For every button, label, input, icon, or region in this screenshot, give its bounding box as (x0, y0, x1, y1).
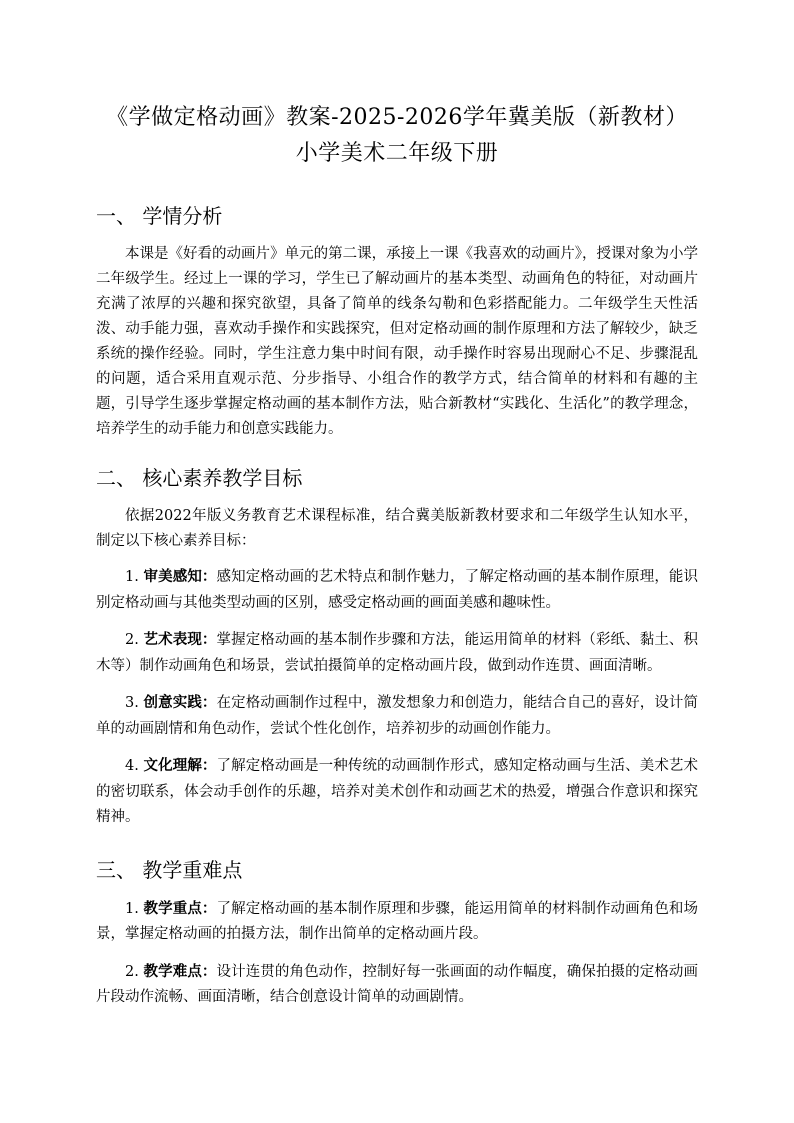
item-number: 4. (125, 758, 139, 774)
item-label: 教学难点： (143, 962, 217, 980)
document-title (96, 100, 698, 172)
learning-analysis-paragraph: 本课是《好看的动画片》单元的第二课，承接上一课《我喜欢的动画片》，授课对象为小学二年级学生。经过上一课的学习，学生已了解动画片的基本类型、动画角色的特征，对动画片充满了浓厚的兴趣和探究欲望，具备了简单的线条勾勒和色彩搭配能力。二年级学生天性活泼、动手能力强，喜欢动手操作和实践探究，但对定格动画的制作原理和方法了解较少，缺乏系统的操作经验。同时，学生注意力集中时间有限，动手操作时容易出现耐心不足、步骤混乱的问题，适合采用直观示范、分步指导、小组合作的教学方式，结合简单的材料和有趣的主题，引导学生逐步掌握定格动画的基本制作方法，贴合新教材“实践化、生活化”的教学理念，培养学生的动手能力和创意实践能力。 (96, 246, 698, 437)
item-label: 文化理解： (143, 757, 217, 774)
item-text: 设计连贯的角色动作，控制好每一张画面的动作幅度，确保拍摄的定格动画片段动作流畅、画面清晰，结合创意设计简单的动画剧情。 (96, 963, 698, 1005)
objective-item (96, 753, 698, 831)
objective-item (96, 690, 698, 742)
section-heading-learning-analysis: 一、 学情分析 (96, 204, 223, 228)
item-number: 3. (125, 695, 139, 711)
item-label: 教学重点： (143, 899, 217, 917)
key-point-item (96, 896, 698, 948)
item-text: 感知定格动画的艺术特点和制作魅力，了解定格动画的基本制作原理，能识别定格动画与其他类型动画的区别，感受定格动画的画面美感和趣味性。 (96, 569, 698, 611)
document-page (96, 100, 698, 1011)
item-label: 艺术表现： (143, 631, 217, 648)
item-label: 审美感知： (143, 568, 217, 585)
objective-item (96, 627, 698, 679)
item-number: 2. (125, 963, 139, 980)
item-text: 掌握定格动画的基本制作步骤和方法，能运用简单的材料（彩纸、黏土、积木等）制作动画角色和场景，尝试拍摄简单的定格动画片段，做到动作连贯、画面清晰。 (96, 632, 698, 674)
item-number: 1. (125, 569, 139, 585)
item-number: 1. (125, 900, 139, 917)
objective-item (96, 564, 698, 616)
item-text: 在定格动画制作过程中，激发想象力和创造力，能结合自己的喜好，设计简单的动画剧情和角色动作，尝试个性化创作，培养初步的动画创作能力。 (96, 695, 698, 737)
section-heading-core-objectives: 二、 核心素养教学目标 (96, 466, 303, 490)
title-line-2: 小学美术二年级下册 (295, 141, 499, 166)
section-heading-key-difficulties: 三、 教学重难点 (96, 857, 243, 882)
item-text: 了解定格动画是一种传统的动画制作形式，感知定格动画与生活、美术艺术的密切联系，体会动手创作的乐趣，培养对美术创作和动画艺术的热爱，增强合作意识和探究精神。 (96, 758, 698, 825)
item-label: 创意实践： (143, 694, 217, 711)
item-number: 2. (125, 632, 139, 648)
title-line-1: 《学做定格动画》教案-2025-2026学年冀美版（新教材） (106, 105, 688, 130)
difficulty-item (96, 959, 698, 1011)
objectives-intro-paragraph: 依据2022年版义务教育艺术课程标准，结合冀美版新教材要求和二年级学生认知水平，制定以下核心素养目标： (96, 508, 698, 549)
item-text: 了解定格动画的基本制作原理和步骤，能运用简单的材料制作动画角色和场景，掌握定格动画的拍摄方法，制作出简单的定格动画片段。 (96, 900, 698, 942)
